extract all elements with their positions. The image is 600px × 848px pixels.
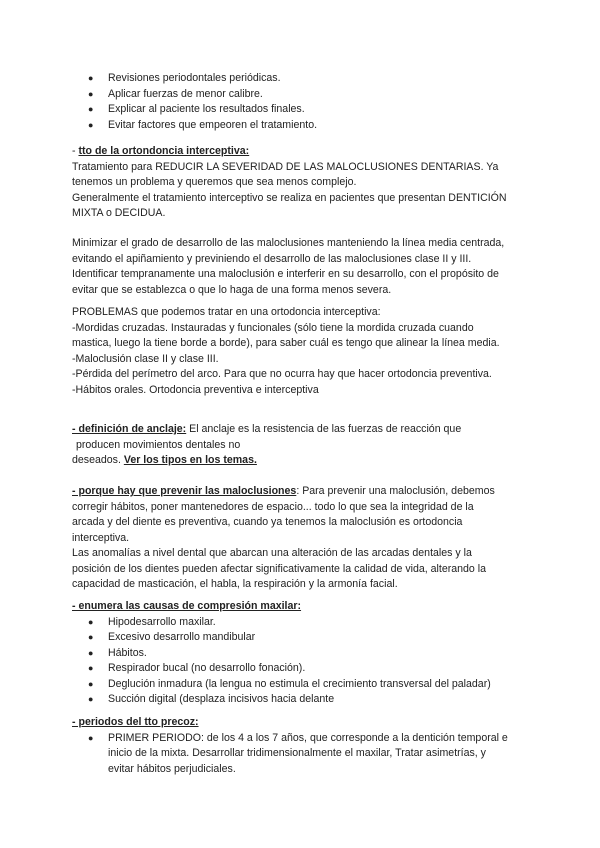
paragraph-line: arcada y del diente es preventiva, cuando ya tenemos la maloclusión es ortodoncia [72,516,463,528]
paragraph-line: MIXTA o DECIDUA. [72,207,166,219]
list-item: ● Deglución inmadura (la lengua no estimula el crecimiento transversal del paladar) [72,677,542,693]
bullet-icon: ● [88,694,94,704]
list-item: ● Respirador bucal (no desarrollo fonación). [72,661,542,677]
bullet-icon: ● [88,616,94,627]
causas-list [72,615,542,708]
bullet-icon: ● [88,678,94,689]
paragraph-line: Generalmente el tratamiento interceptivo se realiza en pacientes que presentan DENTICIÓN [72,191,507,204]
list-item: ● Aplicar fuerzas de menor calibre. [72,87,542,103]
interceptiva-paragraph-2 [72,236,542,298]
paragraph-line: -Hábitos orales. Ortodoncia preventiva e interceptiva [72,383,319,396]
paragraph-line: -Mordidas cruzadas. Instauradas y funcionales (sólo tiene la mordida cruzada cuando [72,321,474,334]
paragraph-line: tenemos un problema y queremos que sea menos complejo. [72,176,357,188]
section-heading: - enumera las causas de compresión maxilar: [72,600,302,612]
paragraph-line: Las anomalías a nivel dental que abarcan una alteración de las arcadas dentales y la [72,547,472,559]
paragraph-line: capacidad de masticación, el habla, la respiración y la armonía facial. [72,578,398,590]
anclaje-section: - definición de anclaje: El anclaje es la resistencia de las fuerzas de reacción que producen movimientos dentales no deseados. Ver los tipos en los temas. [72,422,542,469]
list-item: ● Explicar al paciente los resultados finales. [72,102,542,118]
paragraph-line: interceptiva. [72,531,130,544]
paragraph-line: PROBLEMAS que podemos tratar en una ortodoncia interceptiva: [72,306,381,318]
list-item: ● PRIMER PERIODO: de los 4 a los 7 años, que corresponde a la dentición temporal e inicio de la mixta. Desarrollar tridimensionalmente el maxilar, Tratar asimetrías, y evitar hábitos perjudiciales. [88,731,508,775]
paragraph-line: Identificar tempranamente una maloclusión e interferir en su desarrollo, con el propósito de [72,268,499,280]
paragraph-line: -Pérdida del perímetro del arco. Para que no ocurra hay que hacer ortodoncia preventiva. [72,368,492,380]
section-heading: - tto de la ortondoncia interceptiva: [72,145,250,157]
paragraph-line: evitando el apiñamiento y previniendo el desarrollo de las maloclusiones clase II y III. [72,252,472,265]
list-item: ● Revisiones periodontales periódicas. [72,71,542,87]
paragraph-line: evitar que se establezca o que lo haga de una forma menos severa. [72,283,392,296]
paragraph-line: corregir hábitos, poner mantenedores de espacio... todo lo que sea la integridad de la [72,500,474,513]
bullet-icon: ● [88,732,94,743]
section-heading: - periodos del tto precoz: [72,716,199,728]
prevenir-section: - porque hay que prevenir las maloclusiones: Para prevenir una maloclusión, debemos corregir hábitos, poner mantenedores de espacio... todo lo que sea la integridad de la arcada y del diente es preventiva, cuando ya tenemos la maloclusión es ortodoncia interceptiva. Las anomalías a nivel dental que abarcan una alteración de las arcadas dentales y la posición de los dientes pueden afectar significativamente la calidad de vida, alterando la capacidad de masticación, el habla, la respiración y la armonía facial. [72,484,542,593]
list-item: ● Hábitos. [72,646,542,662]
bullet-icon: ● [88,632,94,642]
paragraph-line: posición de los dientes pueden afectar significativamente la calidad de vida, alterando la [72,562,487,575]
bullet-icon: ● [88,88,94,99]
paragraph-line: -Maloclusión clase II y clase III. [72,352,219,365]
bullet-icon: ● [88,119,94,130]
section-heading: - porque hay que prevenir las maloclusiones [72,485,297,497]
bullet-icon: ● [88,663,94,673]
bullet-icon: ● [88,647,94,658]
paragraph-line: Minimizar el grado de desarrollo de las maloclusiones manteniendo la línea media centrada, [72,237,505,249]
paragraph-line: producen movimientos dentales no [76,438,241,451]
list-item: ● Hipodesarrollo maxilar. [72,615,542,631]
top-list [72,71,542,133]
interceptiva-section [72,144,542,222]
causas-section [72,599,542,708]
list-item: ● Excesivo desarrollo mandibular [72,630,542,646]
list-item: ● Evitar factores que empeoren el tratamiento. [72,118,542,134]
paragraph-line: Tratamiento para REDUCIR LA SEVERIDAD DE LAS MALOCLUSIONES DENTARIAS. Ya [72,160,499,173]
bullet-icon: ● [88,104,94,114]
interceptiva-paragraph-3 [72,305,542,398]
paragraph-line: mastica, luego la tiene borde a borde), para saber cuál es tengo que alinear la línea media. [72,337,500,349]
top-list-block [72,71,542,133]
periodos-list [72,731,542,778]
section-heading: - definición de anclaje: [72,423,187,435]
list-item: ● Succión digital (desplaza incisivos hacia delante [72,692,542,708]
periodos-section [72,715,542,777]
bullet-icon: ● [88,73,94,83]
temas-link[interactable]: Ver los tipos en los temas. [123,454,257,466]
